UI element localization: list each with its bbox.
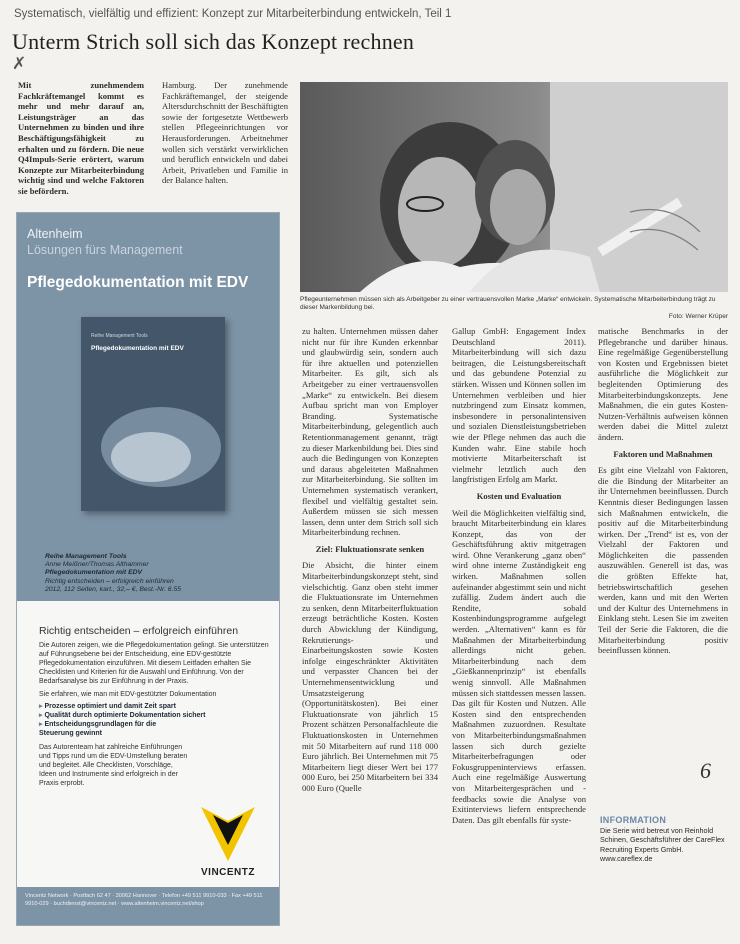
book-title: Pflegedokumentation mit EDV — [91, 345, 184, 352]
book-series: Reihe Management Tools — [91, 333, 148, 339]
ad-bullet-1: Prozesse optimiert und damit Zeit spart — [44, 703, 176, 710]
photo-credit: Foto: Werner Krüper — [668, 312, 728, 320]
ad-bullet-3: Entscheidungsgrundlagen für die Steuerung gewinnt — [39, 721, 157, 737]
book-cover-art — [81, 317, 225, 511]
body-column-2 — [452, 326, 586, 825]
subheading-fluktuation: Ziel: Fluktuationsrate senken — [315, 543, 425, 554]
ad-bullet-2: Qualität durch optimierte Dokumentation sichert — [44, 712, 206, 719]
body-text-1a: zu halten. Unternehmen müssen daher nicht nur für ihre Kunden erkennbar und glaubwürdig sein, sondern auch für ihre aktuellen und potenziellen Mitarbeiter. Es gilt, sich als Arbeitgeber zu einer vertrauensvollen „Marke“ zu entwickeln. Bei diesem Aufbau spricht man von Employer Branding. Systematische Mitarbeiterbindung, gelegentlich auch Retentionmanagement genannt, trägt zu dieser Markenbildung bei. Dies sind auch die Bedingungen von Konzepten und daraus abgeleiteten Maßnahmen zur Mitarbeiterbindung. Sie sollten im Unternehmen systematisch verankert, flexibel und vielfältig gestaltet sein. Außerdem müssen sie sich messen lassen, denn unter dem Strich soll sich Mitarbeiterbindung rechnen. — [302, 326, 438, 538]
book-cover — [81, 317, 225, 511]
logo-icon — [193, 801, 263, 867]
info-text: Die Serie wird betreut von Reinhold Schinen, Geschäftsführer der CareFlex Recruiting Experts GmbH. www.careflex.de — [600, 825, 725, 864]
ad-heading: Richtig entscheiden – erfolgreich einführen — [39, 625, 239, 637]
body-text-3b: Es gibt eine Vielzahl von Faktoren, die die Bindung der Mitarbeiter an ihr Unternehmen beeinflussen. Durch Kenntnis dieser Bedingungen lassen sich Maßnahmen entwickeln, die positiv auf die Mitarbeiterbindung wirken. Der „Trend“ ist es, von der Vielzahl der Faktoren und Möglichkeiten die passenden auszuwählen. Generell ist das, was die größten Effekte hat, betriebswirtschaftlich gesehen werden, kann und mit den Werten und der Kultur des Unternehmens in Einklang steht. Lesen Sie im zweiten Teil der Serie die Faktoren, die die Mitarbeiterbindung positiv beeinflussen können. — [598, 465, 728, 656]
info-box — [600, 816, 728, 864]
series-meta: 2012, 112 Seiten, kart., 32,– €, Best.-Nr. 6.55 — [45, 585, 182, 593]
ad-banner — [17, 213, 279, 601]
body-column-3 — [598, 326, 728, 656]
ad-publisher: Altenheim — [27, 227, 83, 241]
series-authors: Anne Meißner/Thomas Althammer — [45, 561, 149, 569]
intro-column-2: Hamburg. Der zunehmende Fachkräftemangel, der steigende Altersdurchschnitt der Beschäftigten sowie der fortgesetzte Wettbewerb stellen Pflegeeinrichtungen vor Herausforderungen. Arbeitnehmer wollen sich verstärkt verwirklichen und beruflich entwickeln und dabei Arbeit, Privatleben und Familie in der Balance halten. — [162, 80, 289, 186]
intro-column-1 — [18, 80, 144, 197]
subheading-faktoren: Faktoren und Maßnahmen — [613, 448, 713, 459]
ad-footer[interactable]: Vincentz Network · Postfach 62 47 · 30062 Hannover · Telefon +49 511 9910-033 · Fax +49 511 9910-029 · buchdienst@vincentz.net · www.altenheim.vincentz.net/shop — [17, 887, 279, 925]
series-title: Pflegedokumentation mit EDV — [45, 569, 143, 577]
photo-illustration — [300, 82, 728, 292]
body-text-2b: Weil die Möglichkeiten vielfältig sind, braucht Mitarbeiterbindung ein klares Konzept, das von der Geschäftsführung aktiv mitgetragen wird. Ohne Verankerung „ganz oben“ wird ohne interne Zuständigkeit eng wirken. Maßnahmen sollen aufeinander abgestimmt sein und nicht zufällig. Zudem ändert auch die Rendite, sobald Kostenbindungsprogramme aufgelegt werden. „Alternativen“ kann es für Maßnahmen der Mitarbeiterbindung allerdings nicht geben. Mitarbeiterbindung nach dem „Gießkannenprinzip“ ist ebenfalls wenig sinnvoll. Alle Maßnahmen müssen sich stattdessen messen lassen. Das gilt für Kosten und Nutzen. Alle Kosten sind den entsprechenden Maßnahmen zuzuordnen. Resultate von Mitarbeiterbindungsmaßnahmen lassen sich durch gezielte Mitarbeiterbefragungen oder Fokusgruppeninterviews erfassen. Auch eine regelmäßige Auswertung von Mitarbeitergesprächen und -feedbacks sowie die Analyse von Exitinterviews liefern entsprechende Daten. Das gilt ebenfalls für syste- — [452, 507, 586, 825]
body-text-1b: Die Absicht, die hinter einem Mitarbeiterbindungskonzept steht, sind vielschichtig. Ganz oben steht immer die Fluktuationsrate im Unternehmen zu senken, denn Mitarbeiterfluktuation erzeugt beträchtliche Kosten. Kosten durch Abwicklung der Kündigung, Rekrutierungs- und Einarbeitungskosten sowie Kosten infolge eingeschränkter Aktivitäten und verpasster Chancen bei der Unternehmensentwicklung und Umsatzsteigerung (Opportunitätskosten). Bei einer Fluktuationsrate von jährlich 15 Prozent schätzen Personalfachleute die Fluktuationskosten in Unternehmen mit 50 Mitarbeitern auf rund 118 000 Euro jährlich. Bei Unternehmen mit 75 Mitarbeitern liegt dieser Wert bei 177 000 Euro, bei 250 Mitarbeitern bei 334 000 Euro (Quelle — [302, 560, 438, 793]
photo-caption — [300, 296, 728, 321]
ad-extra: Das Autorenteam hat zahlreiche Einführungen und Tipps rund um die EDV-Umstellung beraten und begleitet. Alle Checklisten, Vorschläge, Ideen und Instrumente sind erfolgreich in der Praxis erprobt. — [39, 744, 188, 787]
article-photo — [300, 82, 728, 292]
ad-lead: Sie erfahren, wie man mit EDV-gestützter Dokumentation — [39, 691, 217, 698]
handwritten-mark: ✗ — [12, 54, 27, 73]
body-text-2a: Gallup GmbH: Engagement Index Deutschland 2011). Mitarbeiterbindung will sich dazu beitragen, die Leistungsbereitschaft und das gebundene Potenzial zu stärken. Wissen und Können sollen im Unternehmen verbleiben und hier nutzbringend zum Einsatz kommen, insbesondere in personalintensiven und sozialen Dienstleistungsbetrieben wie der Pflege nehmen das auch die Kunden wahr. Eine stabile hoch motivierte Mitarbeiterschaft ist vielmehr letztlich auch den langfristigen Erfolg am Markt. — [452, 326, 586, 485]
vincentz-logo — [193, 801, 263, 887]
ad-body — [39, 627, 269, 788]
subheading-kosten: Kosten und Evaluation — [476, 490, 562, 501]
series-label: Reihe Management Tools — [45, 553, 127, 560]
body-text-3a: matische Benchmarks in der Pflegebranche und darüber hinaus. Eine regelmäßige Gegenüberstellung von Kosten und Ergebnissen bietet ausführliche die Möglichkeit zur begleitenden Optimierung des Mitarbeiterbindungskonzepts. Jene Maßnahmen, die ein gutes Kosten-Nutzen-Verhältnis aufweisen können werden dabei die Mittel zuletzt ändern. — [598, 326, 728, 442]
ad-intro: Die Autoren zeigen, wie die Pflegedokumentation gelingt. Sie unterstützen auf Führungsebene bei der Entscheidung, eine EDV-gestützte Pflegedokumentation einzuführen. Mit diesem Leitfaden erhalten Sie Checklisten und Kriterien für die Auswahl und Einführung. Von der Bedarfsanalyse bis zur Einführung in der Praxis. — [39, 642, 269, 685]
caption-text: Pflegeunternehmen müssen sich als Arbeitgeber zu einer vertrauensvollen Marke „Marke“ entwickeln. Systematische Mitarbeiterbindung trägt zu dieser Markenbildung bei. — [300, 296, 716, 312]
page-title: Unterm Strich soll sich das Konzept rechnen — [12, 29, 415, 54]
arrow-icon: ▸ — [39, 703, 45, 710]
ad-book-details — [45, 553, 275, 594]
book-advertisement[interactable] — [16, 212, 280, 926]
logo-text: VINCENTZ — [201, 867, 255, 878]
arrow-icon: ▸ — [39, 721, 45, 728]
kicker: Systematisch, vielfältig und effizient: Konzept zur Mitarbeiterbindung entwickeln, Teil 1 — [14, 8, 452, 20]
intro-lead: Mit zunehmendem Fachkräftemangel kommt es mehr und mehr darauf an, Leistungsträger an das Unternehmen zu binden und ihre Beschäftigungsfähigkeit zu erhalten und zu fördern. Die neue Q4Impuls-Serie erörtert, warum Konzepte zur Mitarbeiterbindung wichtig sind und welche Faktoren sie befördern. — [18, 80, 144, 196]
series-subtitle: Richtig entscheiden – erfolgreich einführen — [45, 577, 174, 585]
ad-publisher-tagline: Lösungen fürs Management — [27, 243, 183, 257]
handwritten-page-number: 6 — [700, 758, 711, 783]
ad-title: Pflegedokumentation mit EDV — [27, 274, 249, 291]
info-heading: INFORMATION — [600, 815, 667, 825]
arrow-icon: ▸ — [39, 712, 45, 719]
body-column-1 — [302, 326, 438, 794]
